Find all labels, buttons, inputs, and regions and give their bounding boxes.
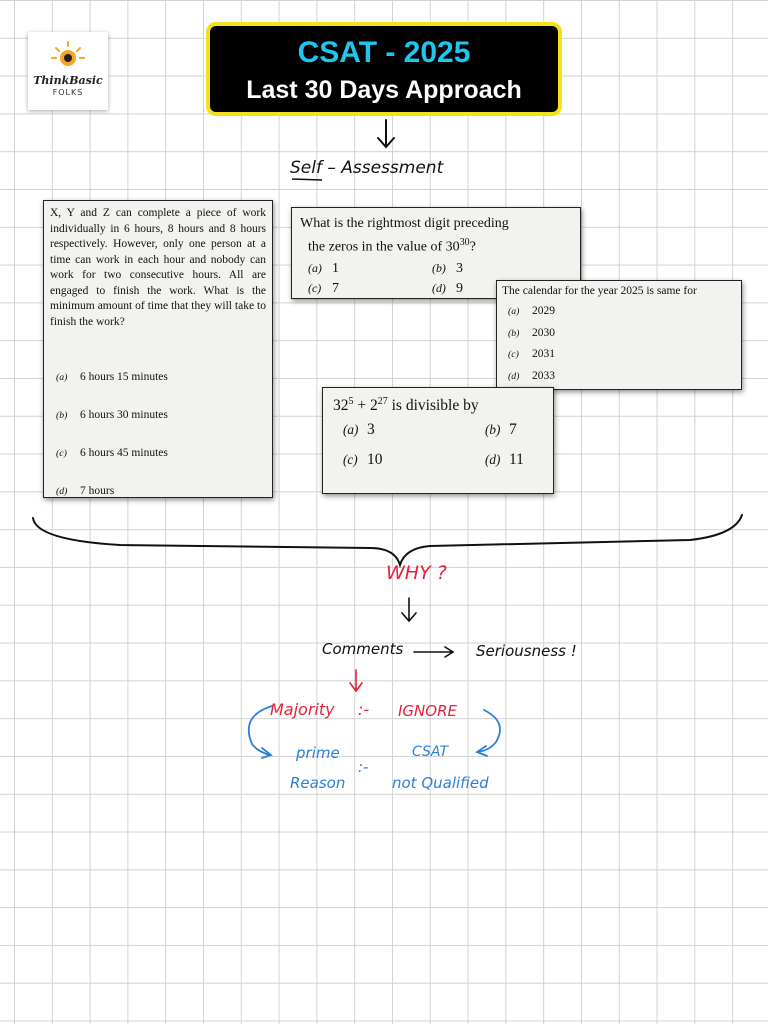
question-card-calendar (496, 280, 742, 390)
option-a: (a) 6 hours 15 minutes (56, 371, 168, 383)
majority-note: Majority (270, 700, 335, 719)
ignore-note: IGNORE (398, 702, 457, 720)
question-stem: $32^5 + 2^{27}$ is divisible by (333, 396, 479, 415)
logo-sub: FOLKS (52, 88, 84, 97)
arrow-down-icon (378, 120, 394, 147)
question-card-divisible (322, 387, 554, 494)
prime-separator: :- (358, 758, 369, 776)
csat-note: CSAT (412, 744, 449, 760)
option-b: (b) 3 (432, 260, 463, 276)
option-d: (d) 11 (485, 451, 524, 469)
logo-brand: ThinkBasic (33, 74, 103, 87)
majority-separator: :- (358, 700, 370, 719)
option-c: (c) 2031 (508, 348, 555, 360)
option-d: (d) 9 (432, 280, 463, 296)
option-a: (a) 3 (343, 421, 375, 439)
underline (292, 179, 322, 180)
option-a: (a) 2029 (508, 305, 555, 317)
curved-arrow-left-icon (249, 706, 272, 758)
question-stem: The calendar for the year 2025 is same for (502, 285, 697, 297)
arrow-right-icon (414, 647, 453, 657)
question-stem-line2: the zeros in the value of $30^{30}$? (308, 237, 476, 255)
option-d: (d) 2033 (508, 369, 555, 382)
not-qualified-note: not Qualified (392, 774, 489, 792)
arrow-down-icon (350, 670, 362, 691)
title-line1: CSAT - 2025 (297, 36, 471, 69)
curved-arrow-right-icon (477, 710, 500, 756)
comments-note: Comments (322, 640, 404, 658)
title-line2: Last 30 Days Approach (246, 76, 522, 104)
option-a: (a) 1 (308, 260, 339, 276)
question-stem-line1: What is the rightmost digit preceding (300, 216, 509, 231)
question-stem: X, Y and Z can complete a piece of work individually in 6 hours, 8 hours and 8 hours respectively. However, only one person at a time can work in each hour and nobody can work for two consecutive hours. All are engaged to finish the work. What is the minimum amount of time that they will take to finish the work? (50, 207, 266, 328)
curly-brace (33, 515, 742, 565)
seriousness-note: Seriousness ! (476, 642, 577, 660)
option-b: (b) 7 (485, 421, 517, 439)
option-c: (c) 6 hours 45 minutes (56, 447, 168, 459)
arrow-down-icon (402, 598, 416, 621)
option-c: (c) 7 (308, 280, 339, 296)
option-c: (c) 10 (343, 451, 383, 469)
question-card-work (43, 200, 273, 498)
prime-note: prime (296, 744, 340, 762)
option-b: (b) 2030 (508, 326, 555, 339)
self-assessment-note: Self – Assessment (290, 158, 444, 178)
option-d: (d) 7 hours (56, 485, 115, 497)
option-b: (b) 6 hours 30 minutes (56, 409, 168, 421)
why-note: WHY ? (386, 562, 447, 584)
reason-note: Reason (290, 774, 346, 792)
